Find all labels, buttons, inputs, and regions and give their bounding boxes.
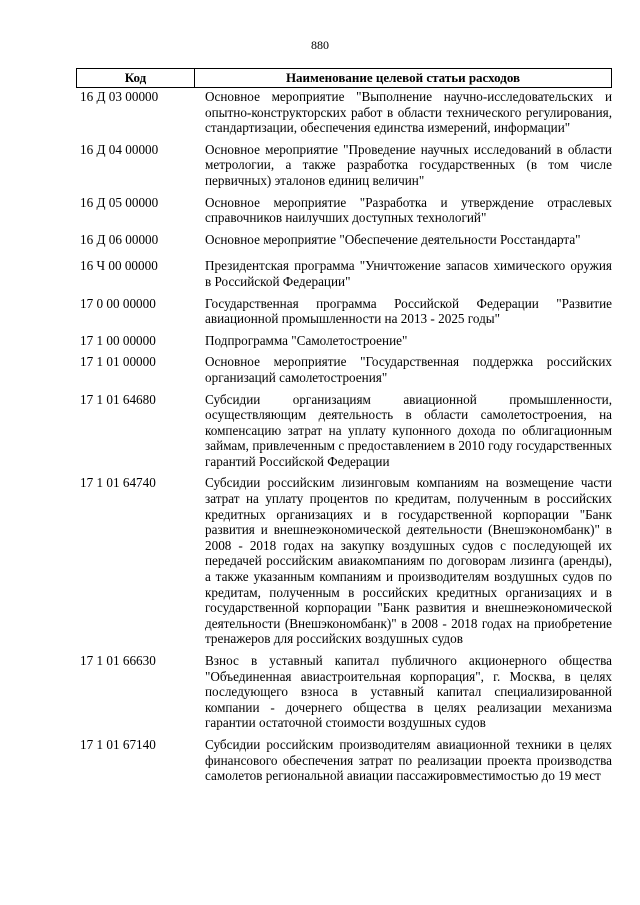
row-code: 16 Д 04 00000 bbox=[80, 141, 159, 157]
table-row bbox=[76, 392, 612, 470]
row-code: 17 1 00 00000 bbox=[80, 332, 156, 348]
row-name: Подпрограмма "Самолетостроение" bbox=[205, 332, 408, 348]
table-row bbox=[76, 89, 612, 136]
page-number: 880 bbox=[311, 38, 329, 52]
table-row bbox=[76, 232, 612, 248]
row-code: 16 Д 06 00000 bbox=[80, 231, 159, 247]
row-name: Основное мероприятие "Выполнение научно-исследовательских и опытно-конструкторских работ в области технического регулирования, стандартизации, обеспечения единства измерений, информации" bbox=[205, 89, 612, 136]
table-row bbox=[76, 142, 612, 189]
budget-classification-table bbox=[76, 68, 612, 790]
table-row bbox=[76, 195, 612, 226]
header-code: Код bbox=[77, 69, 195, 87]
row-code: 17 0 00 00000 bbox=[80, 295, 156, 311]
row-name: Государственная программа Российской Федерации "Развитие авиационной промышленности на 2013 - 2025 годы" bbox=[205, 295, 612, 327]
row-code: 16 Д 03 00000 bbox=[80, 89, 159, 104]
row-code: 17 1 01 66630 bbox=[80, 653, 156, 668]
row-name: Субсидии организациям авиационной промышленности, осуществляющим деятельность в области самолетостроения, на компенсацию затрат на уплату купонного дохода по облигационным займам, привлеченным с предоставлением в 2010 году государственных гарантий Российской Федерации bbox=[205, 391, 612, 469]
table-row bbox=[76, 354, 612, 385]
row-code: 17 1 01 67140 bbox=[80, 736, 156, 752]
table-header bbox=[76, 68, 612, 88]
row-name: Основное мероприятие "Разработка и утверждение отраслевых справочников наилучших доступных технологий" bbox=[205, 194, 612, 226]
table-row bbox=[76, 333, 612, 349]
row-name: Основное мероприятие "Государственная поддержка российских организаций самолетостроения" bbox=[205, 354, 612, 385]
table-row bbox=[76, 296, 612, 327]
table-row bbox=[76, 653, 612, 731]
row-name: Президентская программа "Уничтожение запасов химического оружия в Российской Федерации" bbox=[205, 258, 612, 289]
row-code: 17 1 01 64740 bbox=[80, 475, 156, 491]
row-name: Основное мероприятие "Проведение научных исследований в области метрологии, а также разработка государственных (в том числе первичных) эталонов единиц величин" bbox=[205, 141, 612, 188]
table-row bbox=[76, 737, 612, 784]
header-name: Наименование целевой статьи расходов bbox=[285, 70, 521, 85]
row-name: Субсидии российским производителям авиационной техники в целях финансового обеспечения затрат по реализации проекта производства самолетов региональной авиации пассажировместимостью до 19 мест bbox=[205, 736, 612, 784]
row-code: 16 Д 05 00000 bbox=[80, 194, 159, 210]
table-row bbox=[76, 258, 612, 289]
row-code: 16 Ч 00 00000 bbox=[80, 258, 158, 274]
row-name: Взнос в уставный капитал публичного акционерного общества "Объединенная авиастроительная корпорация", г. Москва, в целях последующего взноса в уставный капитал специализированной компании - дочернего общества в целях реализации механизма гарантии остаточной стоимости воздушных судов bbox=[205, 653, 612, 731]
table-row bbox=[76, 475, 612, 647]
row-code: 17 1 01 64680 bbox=[80, 391, 156, 407]
row-name: Основное мероприятие "Обеспечение деятельности Росстандарта" bbox=[205, 231, 581, 247]
row-code: 17 1 01 00000 bbox=[80, 354, 156, 370]
table-body bbox=[76, 89, 612, 784]
row-name: Субсидии российским лизинговым компаниям на возмещение части затрат на уплату процентов по кредитам, полученным в российских кредитных организациях и в государственной корпорации "Банк развития и внешнеэкономической деятельности (Внешэкономбанк)" в 2008 - 2018 годах на закупку воздушных судов с последующей их передачей российским авиакомпаниям по договорам лизинга (аренды), а также указанным компаниям и производителям воздушных судов по кредитам, полученным в российских кредитных организациях и в государственной корпорации "Банк развития и внешнеэкономической деятельности (Внешэкономбанк)" в 2008 - 2018 годах на приобретение тренажеров для российских воздушных судов bbox=[205, 475, 612, 647]
